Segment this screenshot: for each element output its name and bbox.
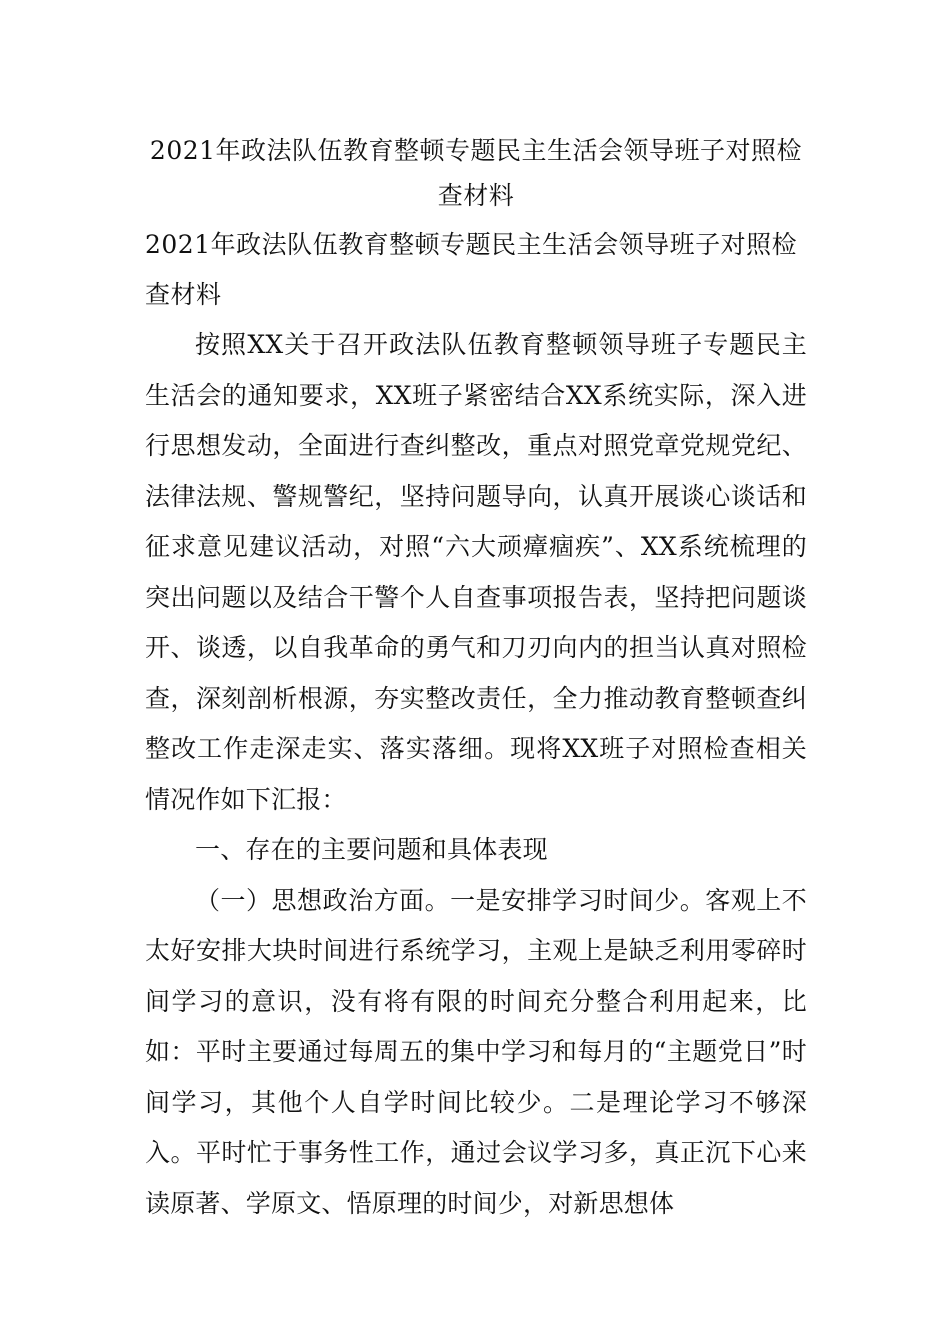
document-page — [145, 128, 807, 1229]
intro-paragraph: 按照XX关于召开政法队伍教育整顿领导班子专题民主生活会的通知要求，XX班子紧密结合XX系统实际，深入进行思想发动，全面进行查纠整改，重点对照党章党规党纪、法律法规、警规警纪，坚持问题导向，认真开展谈心谈话和征求意见建议活动，对照“六大顽瘴痼疾”、XX系统梳理的突出问题以及结合干警个人自查事项报告表，坚持把问题谈开、谈透，以自我革命的勇气和刀刃向内的担当认真对照检查，深刻剖析根源，夯实整改责任，全力推动教育整顿查纠整改工作走深走实、落实落细。现将XX班子对照检查相关情况作如下汇报： — [145, 330, 807, 814]
section-heading: 一、存在的主要问题和具体表现 — [195, 835, 548, 864]
body-paragraph: （一）思想政治方面。一是安排学习时间少。客观上不太好安排大块时间进行系统学习，主观上是缺乏利用零碎时间学习的意识，没有将有限的时间充分整合利用起来，比如：平时主要通过每周五的集中学习和每月的“主题党日”时间学习，其他个人自学时间比较少。二是理论学习不够深入。平时忙于事务性工作，通过会议学习多，真正沉下心来读原著、学原文、悟原理的时间少，对新思想体 — [145, 885, 807, 1218]
document-title: 2021年政法队伍教育整顿专题民主生活会领导班子对照检查材料 — [149, 136, 803, 210]
document-title-repeat: 2021年政法队伍教育整顿专题民主生活会领导班子对照检查材料 — [145, 230, 798, 309]
